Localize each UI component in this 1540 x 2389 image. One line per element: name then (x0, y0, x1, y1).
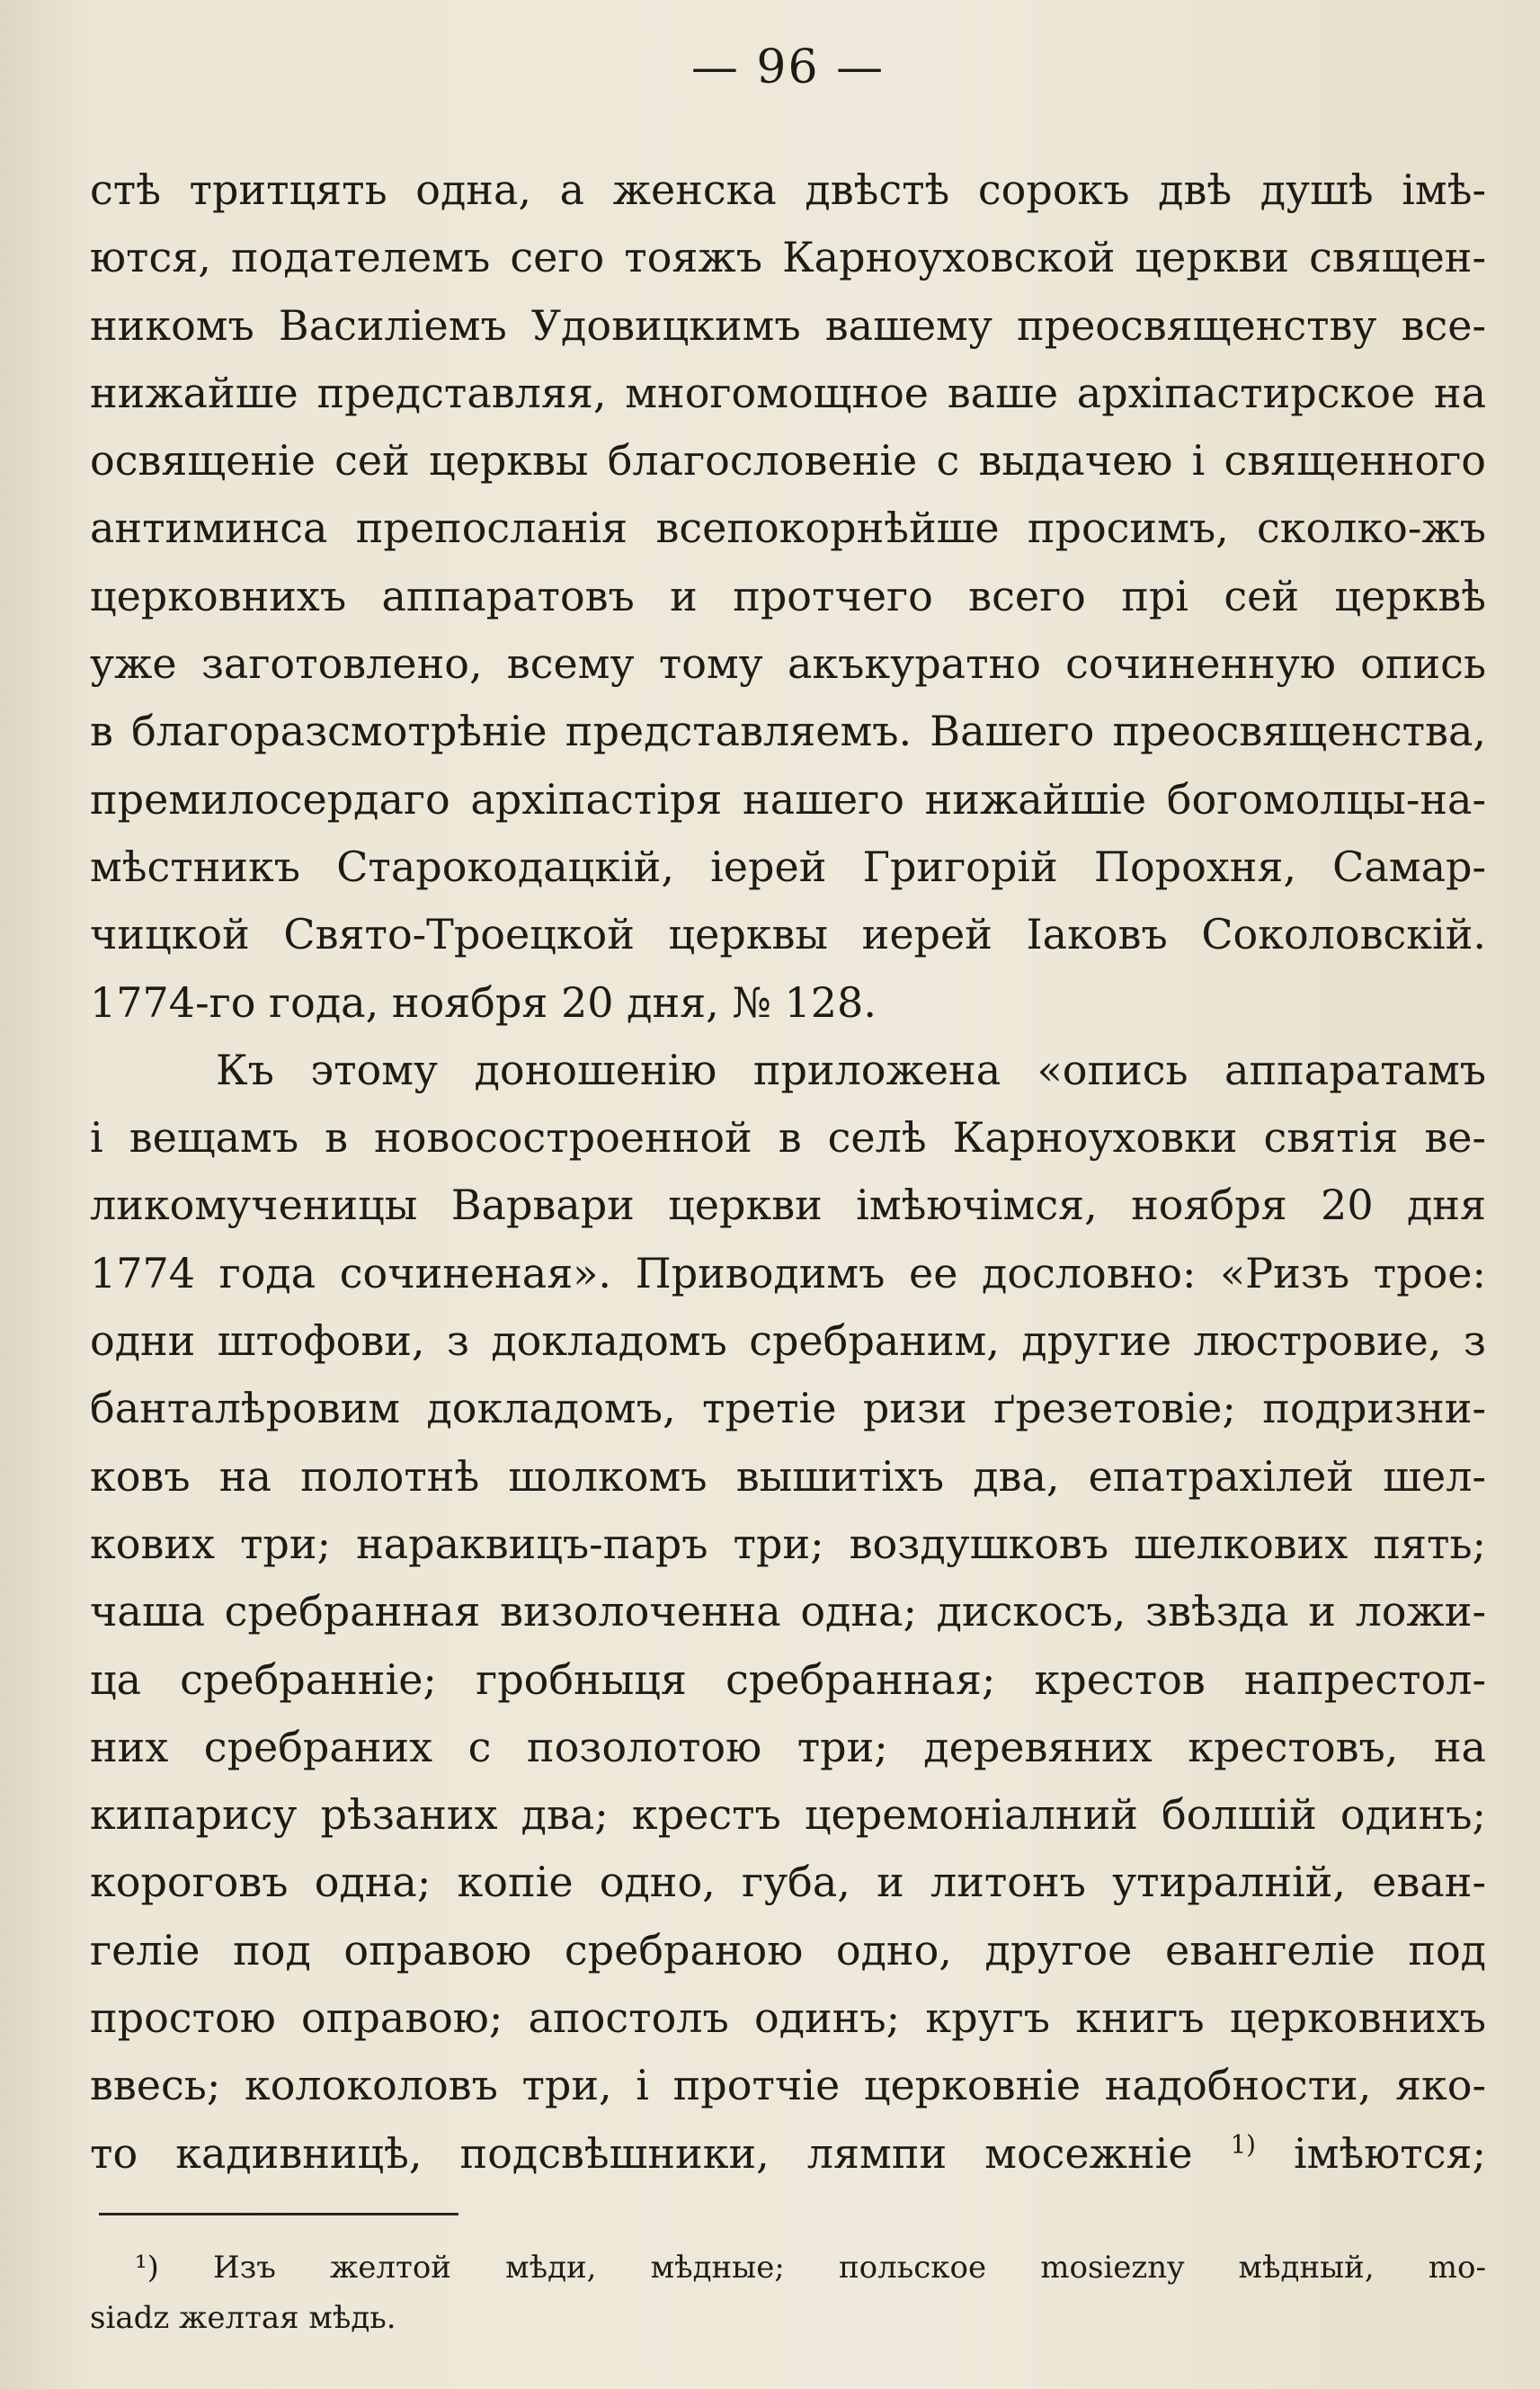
text-line: ковъ на полотнѣ шолкомъ вышитіхъ два, епатрахілей шел- (90, 1451, 1486, 1501)
text-line: короговъ одна; копіе одно, губа, и литонъ утиралній, еван- (90, 1858, 1486, 1907)
text-line: ковиx три; нараквицъ-паръ три; воздушковъ шелковиx пять; (90, 1519, 1486, 1568)
footnote-divider (99, 2213, 458, 2215)
footnote-line: siadz желтая мѣдь. (90, 2299, 396, 2336)
text-line: одни штофови, з докладомъ сребраним, другие люстровие, з (90, 1316, 1486, 1366)
text-line-with-footnote-ref (90, 2120, 1486, 2188)
text-line: освященіе сей церквы благословеніе с выдачею і священного (90, 436, 1486, 486)
text-line: банталѣровим докладомъ, третіе ризи ґрезетовіе; подризни- (90, 1384, 1486, 1433)
text-line: стѣ тритцять одна, а женска двѣстѣ сорокъ двѣ душѣ імѣ- (90, 165, 1486, 214)
footnote-reference[interactable]: 1) (1230, 2129, 1256, 2160)
paragraph-2 (90, 1037, 1486, 2188)
text-line: Къ этому доношенію приложена «опись аппаратамъ (216, 1045, 1486, 1094)
text-line: геліе под оправою сребраною одно, другое евангеліе под (90, 1925, 1486, 1974)
page-number: — 96 — (690, 40, 886, 94)
footnote-line: ¹) Изъ желтой мѣди, мѣдные; польское mosiezny мѣдный, mo- (135, 2249, 1486, 2286)
paragraph-1 (90, 156, 1486, 1037)
text-line: церковнихъ аппаратовъ и протчего всего прі сей церквѣ (90, 571, 1486, 620)
text-line: уже заготовлено, всему тому акъкуратно сочиненную опись (90, 639, 1486, 689)
text-line: ются, подателемъ сего тояжъ Карноуховской церкви священ- (90, 233, 1486, 282)
text-line: нижайше представляя, многомощное ваше архіпастирское на (90, 368, 1486, 417)
text-line: премилосердаго архіпастіря нашего нижайшіе богомолцы-на- (90, 774, 1486, 824)
text-fragment: імѣются; (1293, 2128, 1486, 2178)
text-line: кипарису рѣзаних два; крестъ церемоніалний болшій одинъ; (90, 1790, 1486, 1840)
text-line: мѣстникъ Старокодацкій, іерей Григорій Порохня, Самар- (90, 842, 1486, 891)
text-line: ликомученицы Варвари церкви імѣючімся, ноября 20 дня (90, 1181, 1486, 1230)
text-line: никомъ Василіемъ Удовицкимъ вашему преосвященству все- (90, 300, 1486, 350)
footnotes (90, 2242, 1486, 2343)
text-line: ввесь; колоколовъ три, і протчіе церковніе надобности, яко- (90, 2061, 1486, 2110)
text-line: них сребраних с позолотою три; деревяних крестовъ, на (90, 1722, 1486, 1771)
text-line: в благоразсмотрѣніе представляемъ. Вашего преосвященства, (90, 707, 1486, 756)
text-line: антиминса препосланія всепокорнѣйше просимъ, сколко-жъ (90, 504, 1486, 553)
text-line: чицкой Свято-Троецкой церквы иерей Іаковъ Соколовскій. (90, 910, 1486, 959)
text-line: і вещамъ в новосостроенной в селѣ Карноуховки святія ве- (90, 1113, 1486, 1163)
text-line: чаша сребранная визолоченна одна; дискосъ, звѣзда и ложи- (90, 1587, 1486, 1636)
text-line: 1774-го года, ноября 20 дня, № 128. (90, 977, 877, 1027)
text-line: ца сребранніе; гробныця сребранная; крестов напрестол- (90, 1654, 1486, 1704)
main-text (90, 156, 1486, 2188)
text-fragment: то кадивницѣ, подсвѣшники, лямпи мосежніе (90, 2128, 1193, 2178)
text-line: простою оправою; апостолъ одинъ; кругъ книгъ церковнихъ (90, 1993, 1486, 2043)
text-line: 1774 года сочиненая». Приводимъ ее дословно: «Ризъ трое: (90, 1248, 1486, 1297)
